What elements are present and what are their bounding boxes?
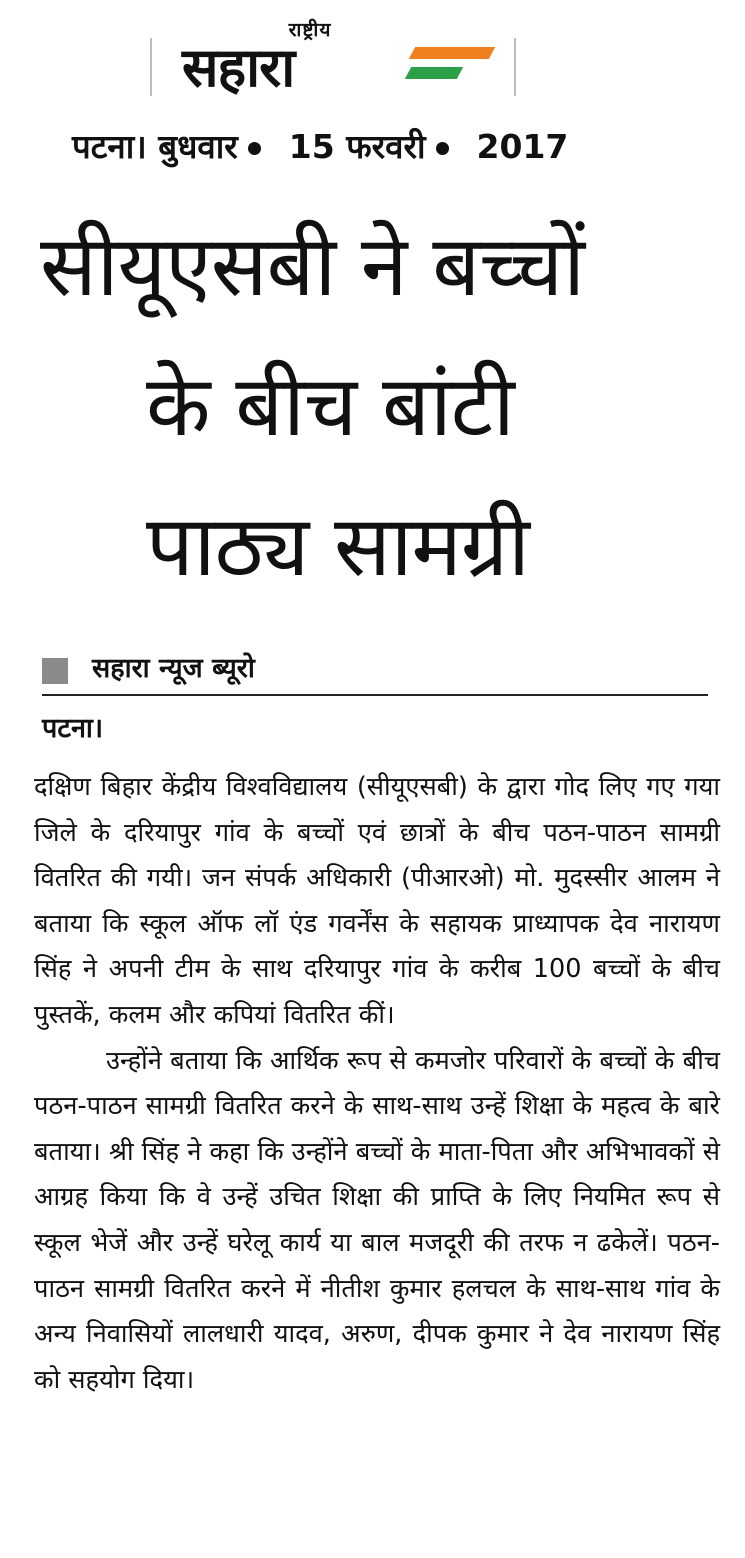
- dateline-year: 2017: [476, 127, 569, 166]
- masthead-right-divider: [514, 38, 516, 96]
- headline-line-2: के बीच बांटी: [146, 357, 514, 455]
- paragraph-2: उन्होंने बताया कि आर्थिक रूप से कमजोर परिवारों के बच्चों के बीच पठन-पाठन सामग्री वितरित करने के साथ-साथ उन्हें शिक्षा के महत्व के बारे बताया। श्री सिंह ने कहा कि उन्होंने बच्चों के माता-पिता और अभिभावकों से आग्रह किया कि वे उन्हें उचित शिक्षा की प्राप्ति के लिए नियमित रूप से स्कूल भेजें और उन्हें घरेलू कार्य या बाल मजदूरी की तरफ न ढकेलें। पठन-पाठन सामग्री वितरित करने में नीतीश कुमार हलचल के साथ-साथ गांव के अन्य निवासियों लालधारी यादव, अरुण, दीपक कुमार ने देव नारायण सिंह को सहयोग दिया।: [34, 1045, 720, 1395]
- byline: [42, 646, 708, 696]
- masthead-top-word: राष्ट्रीय: [288, 19, 332, 41]
- masthead-left-divider: [150, 38, 152, 96]
- byline-text: सहारा न्यूज ब्यूरो: [92, 653, 255, 684]
- flag-green-stripe: [405, 67, 463, 79]
- place-tag: पटना।: [42, 713, 104, 744]
- paragraph-1: दक्षिण बिहार केंद्रीय विश्वविद्यालय (सीयूएसबी) के द्वारा गोद लिए गए गया जिले के दरियापुर गांव के बच्चों एवं छात्रों के बीच पठन-पाठन सामग्री वितरित की गयी। जन संपर्क अधिकारी (पीआरओ) मो. मुदस्सीर आलम ने बताया कि स्कूल ऑफ लॉ एंड गवर्नेंस के सहायक प्राध्यापक देव नारायण सिंह ने अपनी टीम के साथ दरियापुर गांव के करीब 100 बच्चों के बीच पुस्तकें, कलम और कपियां वितरित कीं।: [34, 772, 720, 1030]
- headline-line-3: पाठ्य सामग्री: [146, 497, 529, 595]
- dateline-day: बुधवार: [158, 127, 238, 166]
- masthead-flag-icon: [412, 47, 492, 87]
- dateline-city: पटना: [72, 127, 135, 166]
- bullet-dot-icon: [436, 142, 449, 155]
- masthead: [0, 0, 745, 105]
- masthead-name: सहारा: [182, 36, 295, 99]
- byline-square-icon: [42, 658, 68, 684]
- headline-line-1: सीयूएसबी ने बच्चों: [40, 217, 584, 315]
- headline: [30, 196, 720, 616]
- dateline-date: 15 फरवरी: [288, 127, 426, 166]
- dateline: पटना। बुधवार 15 फरवरी 2017: [72, 127, 569, 166]
- article-body: [34, 765, 720, 1403]
- flag-saffron-stripe: [409, 47, 495, 59]
- bullet-dot-icon: [248, 142, 261, 155]
